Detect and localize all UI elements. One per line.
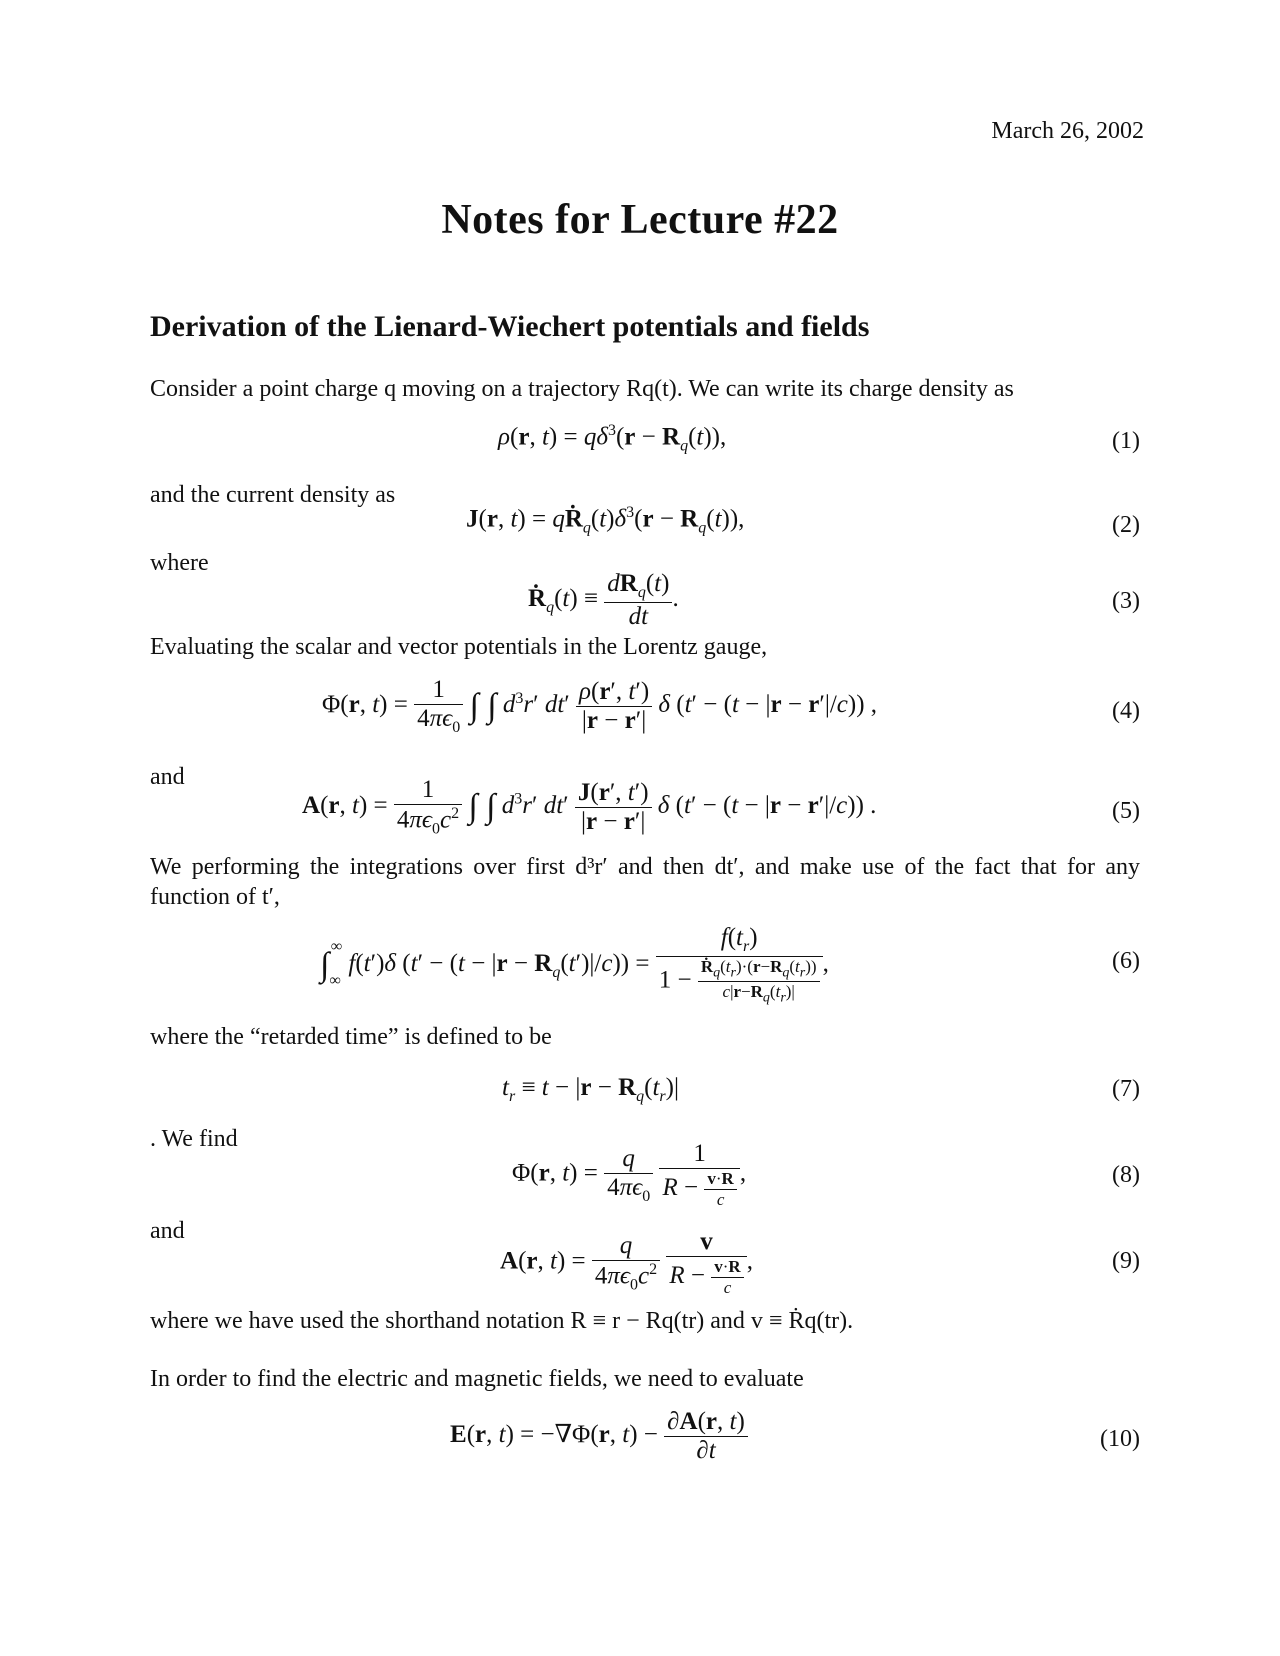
equation-3	[150, 570, 1140, 630]
equation-number: (7)	[1112, 1076, 1140, 1102]
paragraph-evaluating: Evaluating the scalar and vector potentials in the Lorentz gauge,	[150, 634, 768, 660]
equation-5-body: A(r, t) = $\frac{1}{4\pi\epsilon_0c^2}$ ∫ ∫ $d^3r'$ dt′ $\frac{J(r', t')}{|r - r'|}$ δ (t′ − (t − |r − r′|/c)) .	[302, 776, 877, 838]
paragraph-and-2: and	[150, 1218, 185, 1244]
equation-9-body: A(r, t) = $\frac{q}{4\pi\epsilon_0c^2}$ v R − $\frac{v\cdot R}{c}$ ,	[500, 1228, 753, 1297]
paragraph-shorthand: where we have used the shorthand notation R ≡ r − Rq(tr) and v ≡ Ṙq(tr).	[150, 1308, 854, 1334]
paragraph-intro: Consider a point charge q moving on a trajectory Rq(t). We can write its charge density as	[150, 376, 1014, 402]
equation-1-body: ρ(r, $t) = q\delta^3(r - R_q(t))$,	[498, 422, 727, 455]
equation-3-body: Ṙ$_q$(t) ≡ $\frac{dR_q(t)}{dt}$ .	[528, 570, 679, 630]
equation-number: (6)	[1112, 948, 1140, 974]
paragraph-and-1: and	[150, 764, 185, 790]
equation-number: (9)	[1112, 1248, 1140, 1274]
paragraph-fields: In order to find the electric and magnetic fields, we need to evaluate	[150, 1366, 804, 1392]
paragraph-current: and the current density as	[150, 482, 396, 508]
equation-number: (5)	[1112, 798, 1140, 824]
section-title: Derivation of the Lienard-Wiechert potentials and fields	[150, 310, 870, 343]
equation-1	[150, 422, 1140, 482]
equation-7-body: $t_r \equiv t - |r - R_q(t_r)|$	[502, 1074, 679, 1105]
equation-9	[150, 1228, 1140, 1297]
equation-5	[150, 776, 1140, 836]
date: March 26, 2002	[991, 118, 1144, 144]
equation-number: (10)	[1100, 1426, 1140, 1452]
equation-10	[150, 1408, 1140, 1468]
paragraph-where: where	[150, 550, 209, 576]
equation-number: (4)	[1112, 698, 1140, 724]
equation-6	[150, 924, 1140, 1006]
equation-4-body: Φ(r, t) = $\frac{1}{4\pi\epsilon_0}$ ∫ ∫ $d^3r'$ dt′ $\frac{\rho(r', t')}{|r - r'|}$ δ (t′ − (t − |r − r′|/c)) ,	[322, 676, 878, 736]
equation-8	[150, 1140, 1140, 1209]
page-title: Notes for Lecture #22	[441, 197, 839, 243]
paragraph-integrations: We performing the integrations over first d³r′ and then dt′, and make use of the fact that for any function of t′,	[150, 854, 1140, 910]
paragraph-we-find: . We find	[150, 1126, 238, 1152]
paragraph-retarded: where the “retarded time” is defined to be	[150, 1024, 552, 1050]
equation-number: (1)	[1112, 428, 1140, 454]
equation-6-body: $\int_\infty^\infty$ f(t′)δ $(t' - (t - |r - R_q(t')|/c))$ = $f(t_r)$ 1 − $\frac{Ṙ_q(t_r)\cdot(r-R_q(t_r))}{c|r-R_q(t_r)|}$ ,	[320, 924, 829, 1006]
equation-number: (3)	[1112, 588, 1140, 614]
equation-number: (2)	[1112, 512, 1140, 538]
equation-8-body: Φ(r, t) = $\frac{q}{4\pi\epsilon_0}$ 1 R − $\frac{v\cdot R}{c}$ ,	[512, 1140, 747, 1209]
equation-4	[150, 676, 1140, 736]
equation-10-body: E(r, t) = −∇Φ(r, t) − $\frac{\partial A(r, t)}{\partial t}$	[450, 1408, 748, 1465]
equation-number: (8)	[1112, 1162, 1140, 1188]
equation-2-body: J(r, $t) = qṘ_q(t)\delta^3(r - R_q(t))$,	[466, 504, 745, 537]
